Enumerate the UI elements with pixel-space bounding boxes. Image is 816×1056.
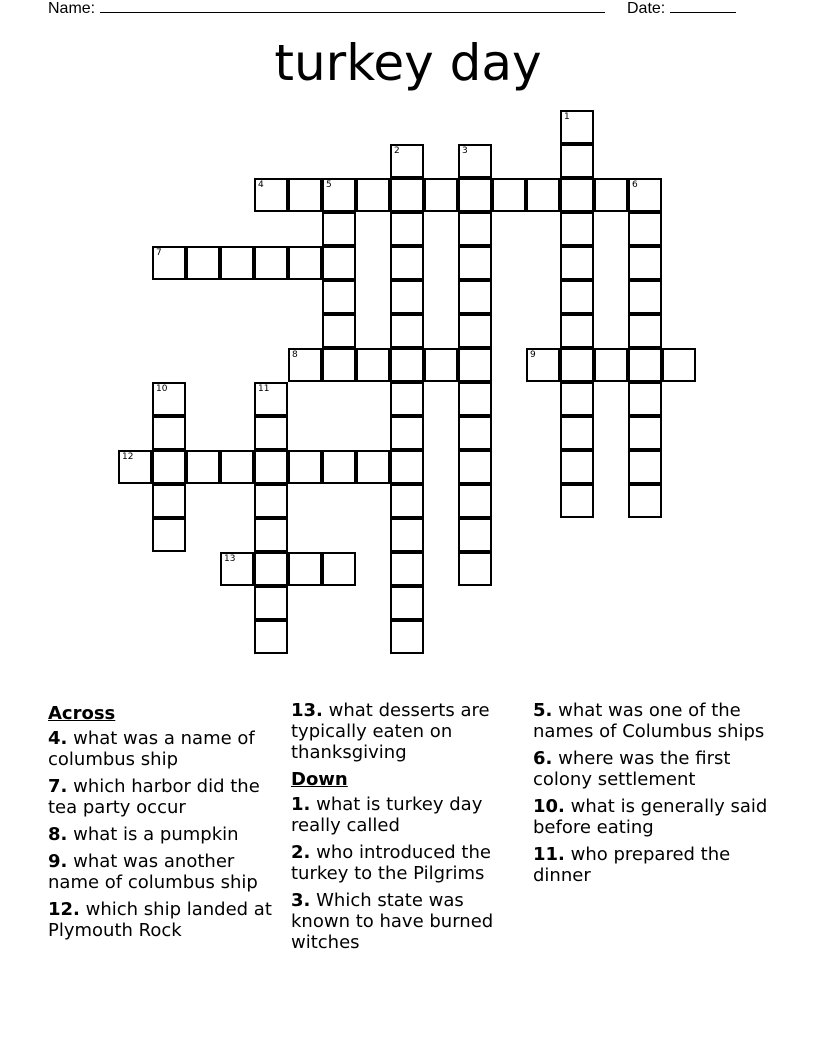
grid-cell[interactable] [288, 178, 322, 212]
grid-cell[interactable] [254, 552, 288, 586]
grid-cell[interactable] [390, 144, 424, 178]
cell-number: 4 [258, 180, 264, 190]
grid-cell[interactable] [254, 416, 288, 450]
grid-cell[interactable] [628, 314, 662, 348]
clue-text: what desserts are typically eaten on thanksgiving [291, 700, 490, 763]
grid-cell[interactable] [560, 416, 594, 450]
grid-cell[interactable] [492, 178, 526, 212]
cell-number: 2 [394, 146, 400, 156]
clue-across-8 [48, 824, 273, 845]
clue-down-11 [533, 844, 773, 886]
cell-number: 10 [156, 384, 168, 394]
clue-across-12 [48, 899, 273, 941]
clue-text: where was the first colony settlement [533, 748, 731, 790]
grid-cell[interactable] [424, 348, 458, 382]
grid-cell[interactable] [220, 246, 254, 280]
grid-cell[interactable] [662, 348, 696, 382]
grid-cell[interactable] [254, 484, 288, 518]
clue-across-7 [48, 776, 273, 818]
clue-number: 11. [533, 844, 565, 865]
grid-cell[interactable] [118, 450, 152, 484]
clue-text: who introduced the turkey to the Pilgrims [291, 842, 491, 884]
grid-cell[interactable] [628, 484, 662, 518]
cell-number: 5 [326, 180, 332, 190]
grid-cell[interactable] [390, 484, 424, 518]
clue-across-13 [291, 700, 516, 763]
grid-cell[interactable] [186, 450, 220, 484]
grid-cell[interactable] [390, 280, 424, 314]
grid-cell[interactable] [390, 552, 424, 586]
grid-cell[interactable] [560, 314, 594, 348]
grid-cell[interactable] [390, 620, 424, 654]
grid-cell[interactable] [356, 450, 390, 484]
cell-number: 1 [564, 112, 570, 122]
down-heading: Down [291, 769, 348, 790]
clue-number: 7. [48, 776, 68, 797]
grid-cell[interactable] [390, 178, 424, 212]
grid-cell[interactable] [390, 586, 424, 620]
clue-down-1 [291, 794, 516, 836]
grid-cell[interactable] [458, 280, 492, 314]
cell-number: 11 [258, 384, 270, 394]
cell-number: 12 [122, 452, 134, 462]
grid-cell[interactable] [220, 552, 254, 586]
grid-cell[interactable] [152, 246, 186, 280]
grid-cell[interactable] [526, 348, 560, 382]
clue-text: what was a name of columbus ship [48, 728, 255, 770]
clue-text: what is a pumpkin [73, 824, 239, 845]
grid-cell[interactable] [560, 110, 594, 144]
clue-across-9 [48, 851, 273, 893]
clues-column-2 [291, 700, 516, 959]
grid-cell[interactable] [356, 348, 390, 382]
grid-cell[interactable] [628, 416, 662, 450]
grid-cell[interactable] [288, 246, 322, 280]
clue-text: Which state was known to have burned witches [291, 890, 494, 953]
clue-down-6 [533, 748, 773, 790]
clue-text: who prepared the dinner [533, 844, 731, 886]
grid-cell[interactable] [322, 280, 356, 314]
grid-cell[interactable] [458, 484, 492, 518]
grid-cell[interactable] [254, 620, 288, 654]
grid-cell[interactable] [390, 212, 424, 246]
clue-down-10 [533, 796, 773, 838]
cell-number: 8 [292, 350, 298, 360]
grid-cell[interactable] [390, 348, 424, 382]
clues-column-1 [48, 700, 273, 947]
puzzle-title: turkey day [274, 34, 542, 92]
grid-cell[interactable] [594, 348, 628, 382]
grid-cell[interactable] [152, 382, 186, 416]
grid-cell[interactable] [560, 348, 594, 382]
grid-cell[interactable] [458, 212, 492, 246]
cell-number: 13 [224, 554, 236, 564]
grid-cell[interactable] [628, 450, 662, 484]
grid-cell[interactable] [458, 416, 492, 450]
cell-number: 7 [156, 248, 162, 258]
grid-cell[interactable] [254, 178, 288, 212]
grid-cell[interactable] [628, 348, 662, 382]
grid-cell[interactable] [390, 416, 424, 450]
cell-number: 9 [530, 350, 536, 360]
grid-cell[interactable] [560, 144, 594, 178]
grid-cell[interactable] [322, 314, 356, 348]
grid-cell[interactable] [322, 212, 356, 246]
date-label: Date: [627, 0, 666, 17]
grid-cell[interactable] [628, 212, 662, 246]
grid-cell[interactable] [322, 450, 356, 484]
grid-cell[interactable] [594, 178, 628, 212]
grid-cell[interactable] [560, 280, 594, 314]
grid-cell[interactable] [288, 348, 322, 382]
clue-down-5 [533, 700, 773, 742]
clue-across-4 [48, 728, 273, 770]
clue-down-2 [291, 842, 516, 884]
grid-cell[interactable] [390, 246, 424, 280]
cell-number: 3 [462, 146, 468, 156]
clue-number: 9. [48, 851, 68, 872]
grid-cell[interactable] [220, 450, 254, 484]
grid-cell[interactable] [152, 450, 186, 484]
grid-cell[interactable] [390, 450, 424, 484]
grid-cell[interactable] [458, 348, 492, 382]
grid-cell[interactable] [288, 450, 322, 484]
grid-cell[interactable] [152, 518, 186, 552]
clue-text: what was one of the names of Columbus ships [533, 700, 765, 742]
grid-cell[interactable] [254, 246, 288, 280]
grid-cell[interactable] [254, 586, 288, 620]
grid-cell[interactable] [458, 314, 492, 348]
clue-number: 10. [533, 796, 565, 817]
clue-text: what was another name of columbus ship [48, 851, 258, 893]
grid-cell[interactable] [560, 484, 594, 518]
name-label: Name: [48, 0, 96, 17]
clue-number: 12. [48, 899, 80, 920]
grid-cell[interactable] [186, 246, 220, 280]
clue-number: 1. [291, 794, 311, 815]
grid-cell[interactable] [628, 246, 662, 280]
clue-text: what is turkey day really called [291, 794, 483, 836]
clue-number: 3. [291, 890, 311, 911]
grid-cell[interactable] [560, 212, 594, 246]
grid-cell[interactable] [458, 178, 492, 212]
grid-cell[interactable] [560, 178, 594, 212]
cell-number: 6 [632, 180, 638, 190]
clue-text: which ship landed at Plymouth Rock [48, 899, 272, 941]
grid-cell[interactable] [288, 552, 322, 586]
grid-cell[interactable] [458, 450, 492, 484]
across-heading: Across [48, 703, 116, 724]
grid-cell[interactable] [458, 382, 492, 416]
clue-text: what is generally said before eating [533, 796, 768, 838]
clue-text: which harbor did the tea party occur [48, 776, 260, 818]
clues-column-3 [533, 700, 773, 892]
grid-cell[interactable] [458, 552, 492, 586]
grid-cell[interactable] [254, 450, 288, 484]
grid-cell[interactable] [254, 518, 288, 552]
grid-cell[interactable] [322, 348, 356, 382]
clue-down-3 [291, 890, 516, 953]
grid-cell[interactable] [152, 484, 186, 518]
grid-cell[interactable] [526, 178, 560, 212]
clue-number: 2. [291, 842, 311, 863]
grid-cell[interactable] [458, 246, 492, 280]
clue-number: 5. [533, 700, 553, 721]
grid-cell[interactable] [628, 280, 662, 314]
grid-cell[interactable] [356, 178, 390, 212]
grid-cell[interactable] [322, 552, 356, 586]
clue-number: 4. [48, 728, 68, 749]
clue-number: 13. [291, 700, 323, 721]
grid-cell[interactable] [458, 518, 492, 552]
grid-cell[interactable] [254, 382, 288, 416]
grid-cell[interactable] [322, 178, 356, 212]
grid-cell[interactable] [424, 178, 458, 212]
grid-cell[interactable] [560, 382, 594, 416]
clue-number: 6. [533, 748, 553, 769]
grid-cell[interactable] [560, 246, 594, 280]
grid-cell[interactable] [322, 246, 356, 280]
clue-number: 8. [48, 824, 68, 845]
grid-cell[interactable] [390, 382, 424, 416]
grid-cell[interactable] [390, 518, 424, 552]
grid-cell[interactable] [152, 416, 186, 450]
grid-cell[interactable] [390, 314, 424, 348]
grid-cell[interactable] [560, 450, 594, 484]
grid-cell[interactable] [628, 178, 662, 212]
grid-cell[interactable] [458, 144, 492, 178]
grid-cell[interactable] [628, 382, 662, 416]
